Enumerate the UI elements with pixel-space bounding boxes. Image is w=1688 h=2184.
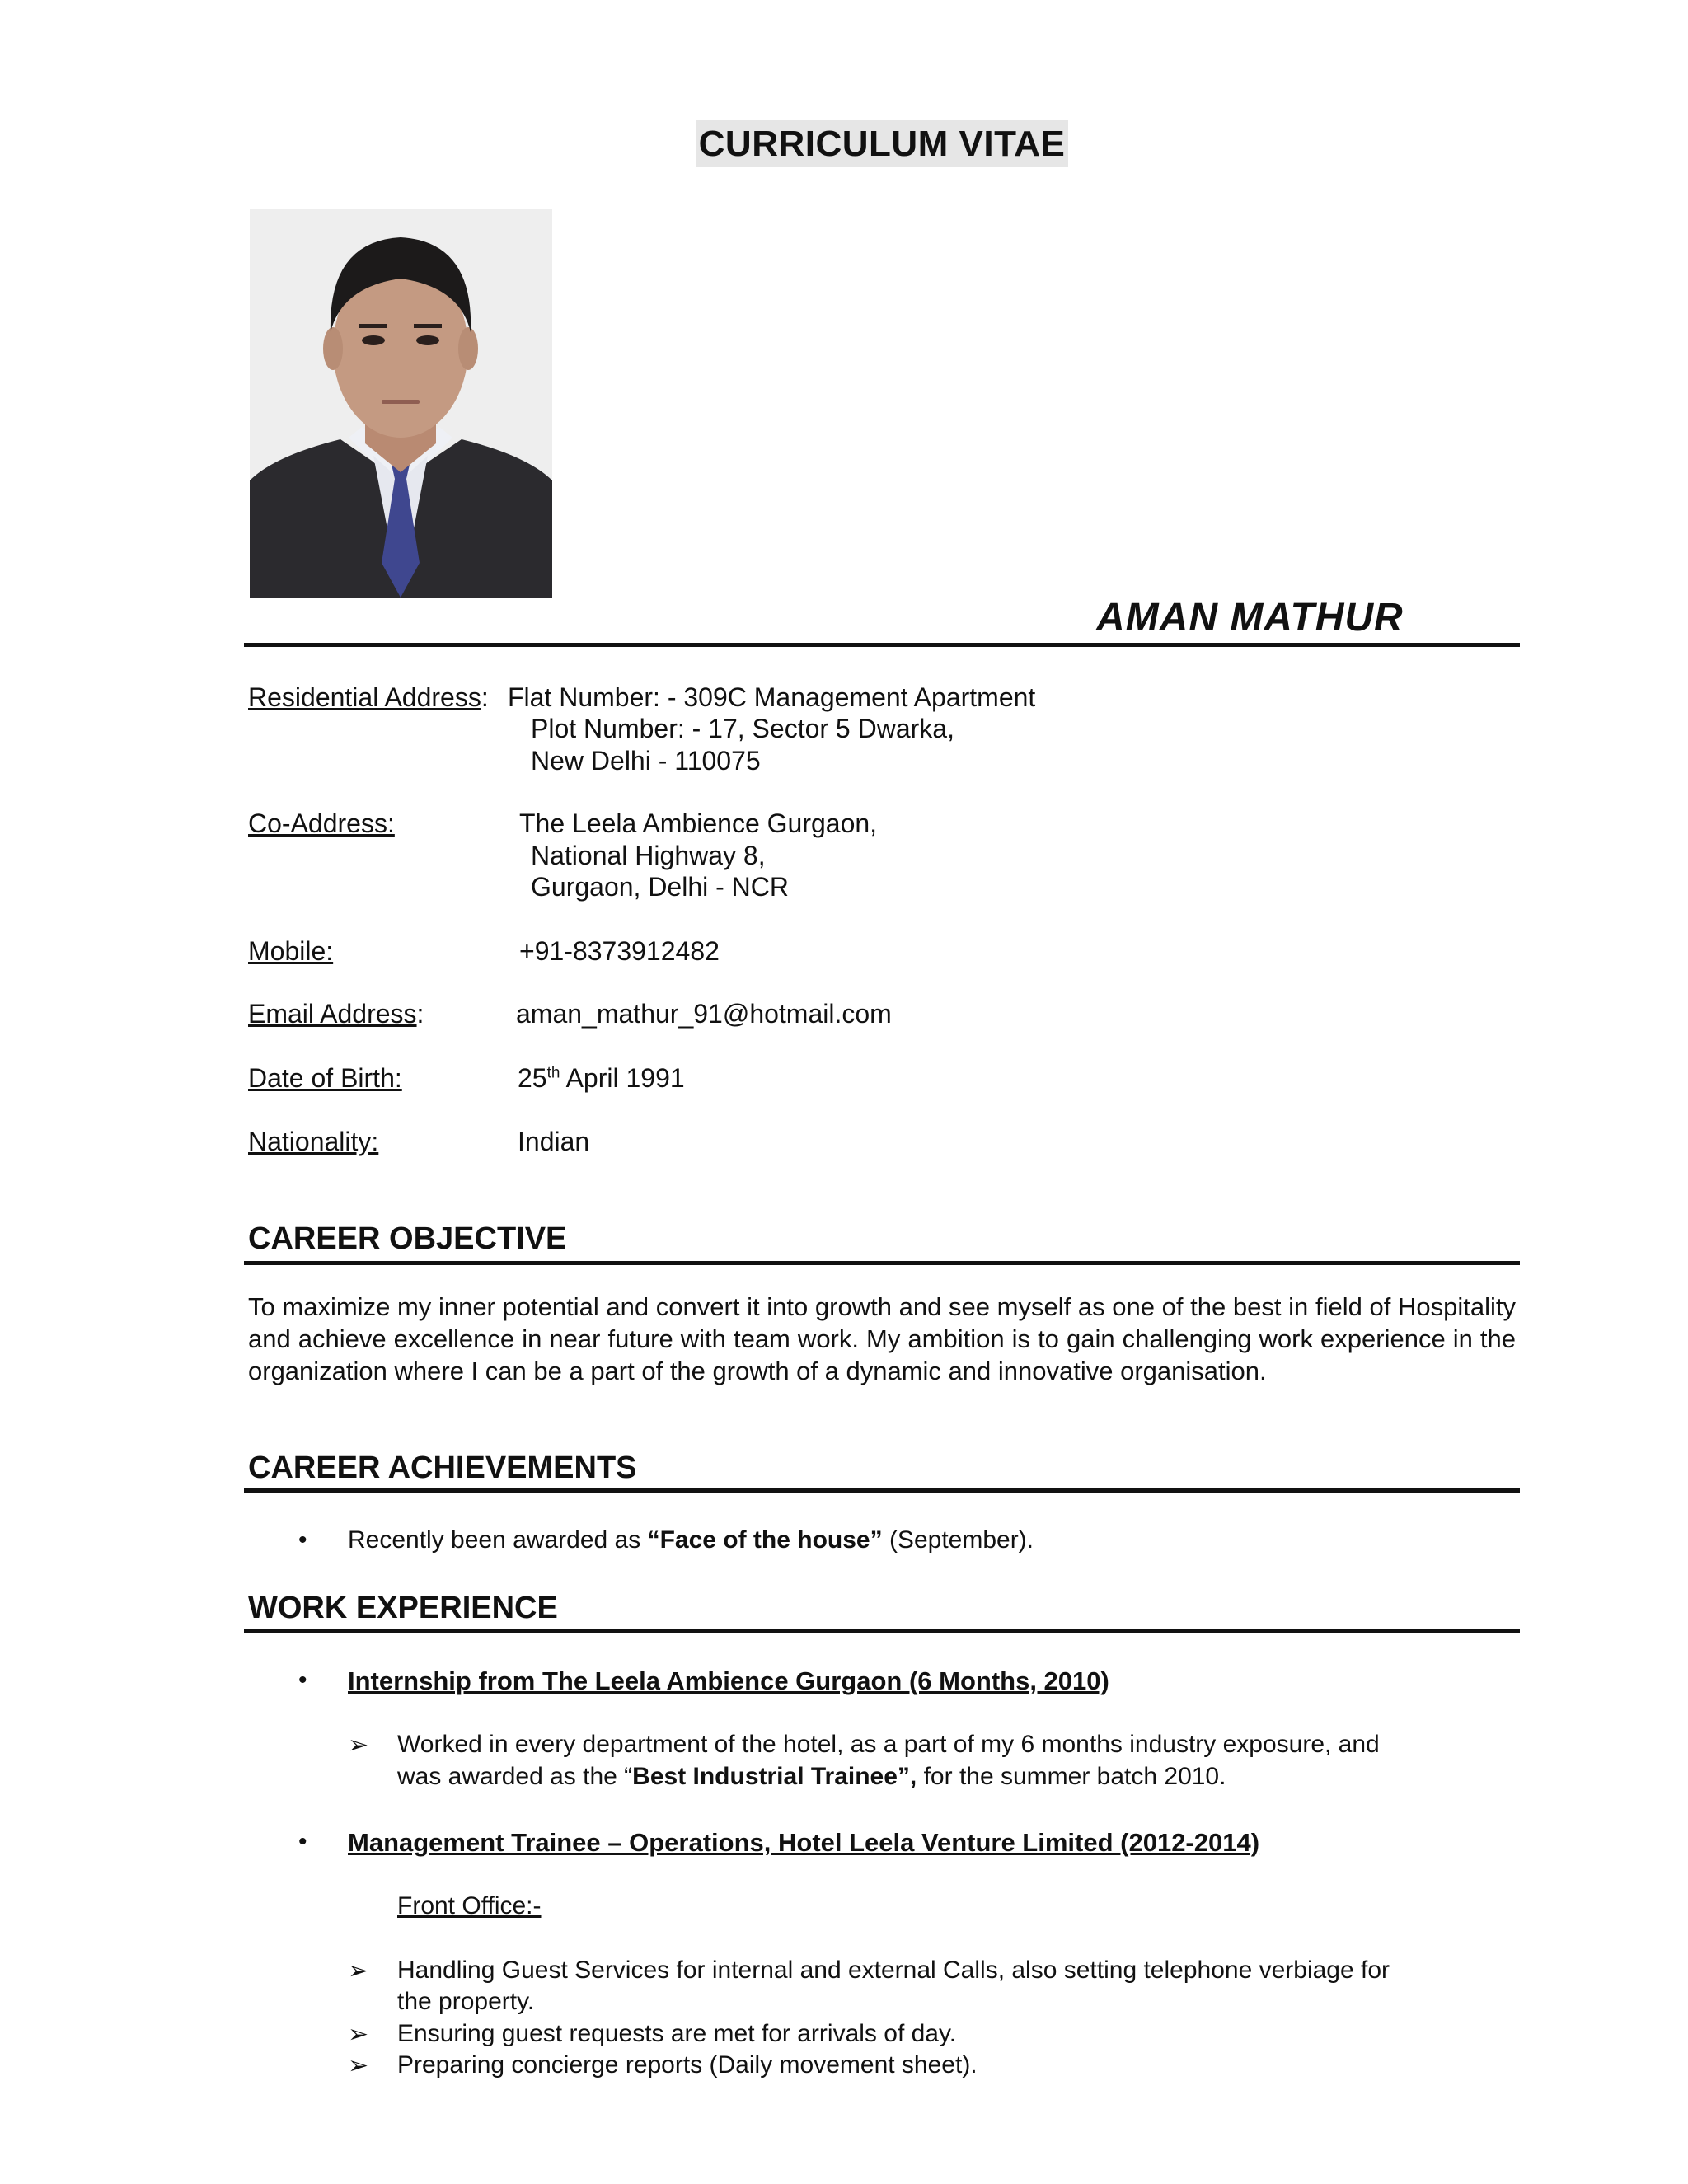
objective-divider (244, 1261, 1520, 1265)
achievement-item: Recently been awarded as “Face of the house” (September). (348, 1526, 1034, 1554)
dob-label: Date of Birth: (248, 1063, 402, 1093)
co-address-line: National Highway 8, (531, 841, 766, 870)
residential-address-label: Residential Address: (248, 682, 489, 712)
document-title: CURRICULUM VITAE (0, 124, 1688, 165)
arrow-bullet-icon: ➢ (348, 1957, 369, 1985)
bullet-icon: • (298, 1526, 307, 1554)
bullet-icon: • (298, 1666, 307, 1694)
bullet-icon: • (298, 1828, 307, 1855)
candidate-name: AMAN MATHUR (1096, 596, 1404, 640)
mobile-value: +91-8373912482 (519, 936, 720, 966)
arrow-bullet-icon: ➢ (348, 2052, 369, 2079)
nationality-value: Indian (518, 1127, 590, 1156)
co-address-label: Co-Address: (248, 808, 395, 838)
front-office-item: Ensuring guest requests are met for arrivals of day. (397, 2020, 957, 2047)
front-office-item: Handling Guest Services for internal and external Calls, also setting telephone verbiage for (397, 1957, 1390, 1984)
residential-address-line: Flat Number: - 309C Management Apartment (508, 682, 1036, 712)
front-office-item: Preparing concierge reports (Daily movement sheet). (397, 2051, 978, 2079)
name-divider (244, 643, 1520, 647)
nationality-label: Nationality: (248, 1127, 379, 1156)
job-detail-line: Worked in every department of the hotel, as a part of my 6 months industry exposure, and (397, 1731, 1380, 1758)
front-office-item: the property. (397, 1988, 535, 2015)
section-heading-experience: WORK EXPERIENCE (248, 1591, 558, 1625)
co-address-line: The Leela Ambience Gurgaon, (519, 808, 878, 838)
achievements-divider (244, 1488, 1520, 1493)
co-address-line: Gurgaon, Delhi - NCR (531, 872, 789, 902)
profile-photo (250, 209, 552, 598)
arrow-bullet-icon: ➢ (348, 1732, 369, 1759)
residential-address-line: Plot Number: - 17, Sector 5 Dwarka, (531, 714, 954, 743)
email-label: Email Address: (248, 999, 424, 1029)
section-heading-objective: CAREER OBJECTIVE (248, 1221, 567, 1256)
mobile-label: Mobile: (248, 936, 334, 966)
section-heading-achievements: CAREER ACHIEVEMENTS (248, 1451, 637, 1485)
arrow-bullet-icon: ➢ (348, 2021, 369, 2048)
job-detail-line: was awarded as the “Best Industrial Trainee”, for the summer batch 2010. (397, 1763, 1226, 1790)
residential-address-line: New Delhi - 110075 (531, 746, 761, 776)
job-title-management-trainee: Management Trainee – Operations, Hotel Leela Venture Limited (2012-2014) (348, 1828, 1260, 1857)
front-office-subheading: Front Office:- (397, 1892, 542, 1919)
experience-divider (244, 1629, 1520, 1633)
job-title-internship: Internship from The Leela Ambience Gurgaon (6 Months, 2010) (348, 1666, 1109, 1695)
dob-value: 25th April 1991 (518, 1063, 685, 1093)
objective-text: To maximize my inner potential and convert it into growth and see myself as one of the best in field of Hospitality and achieve excellence in near future with team work. My ambition is to gain challenging work experience in the organization where I can be a part of the growth of a dynamic and innovative organisation. (248, 1292, 1516, 1385)
email-value: aman_mathur_91@hotmail.com (516, 999, 892, 1029)
